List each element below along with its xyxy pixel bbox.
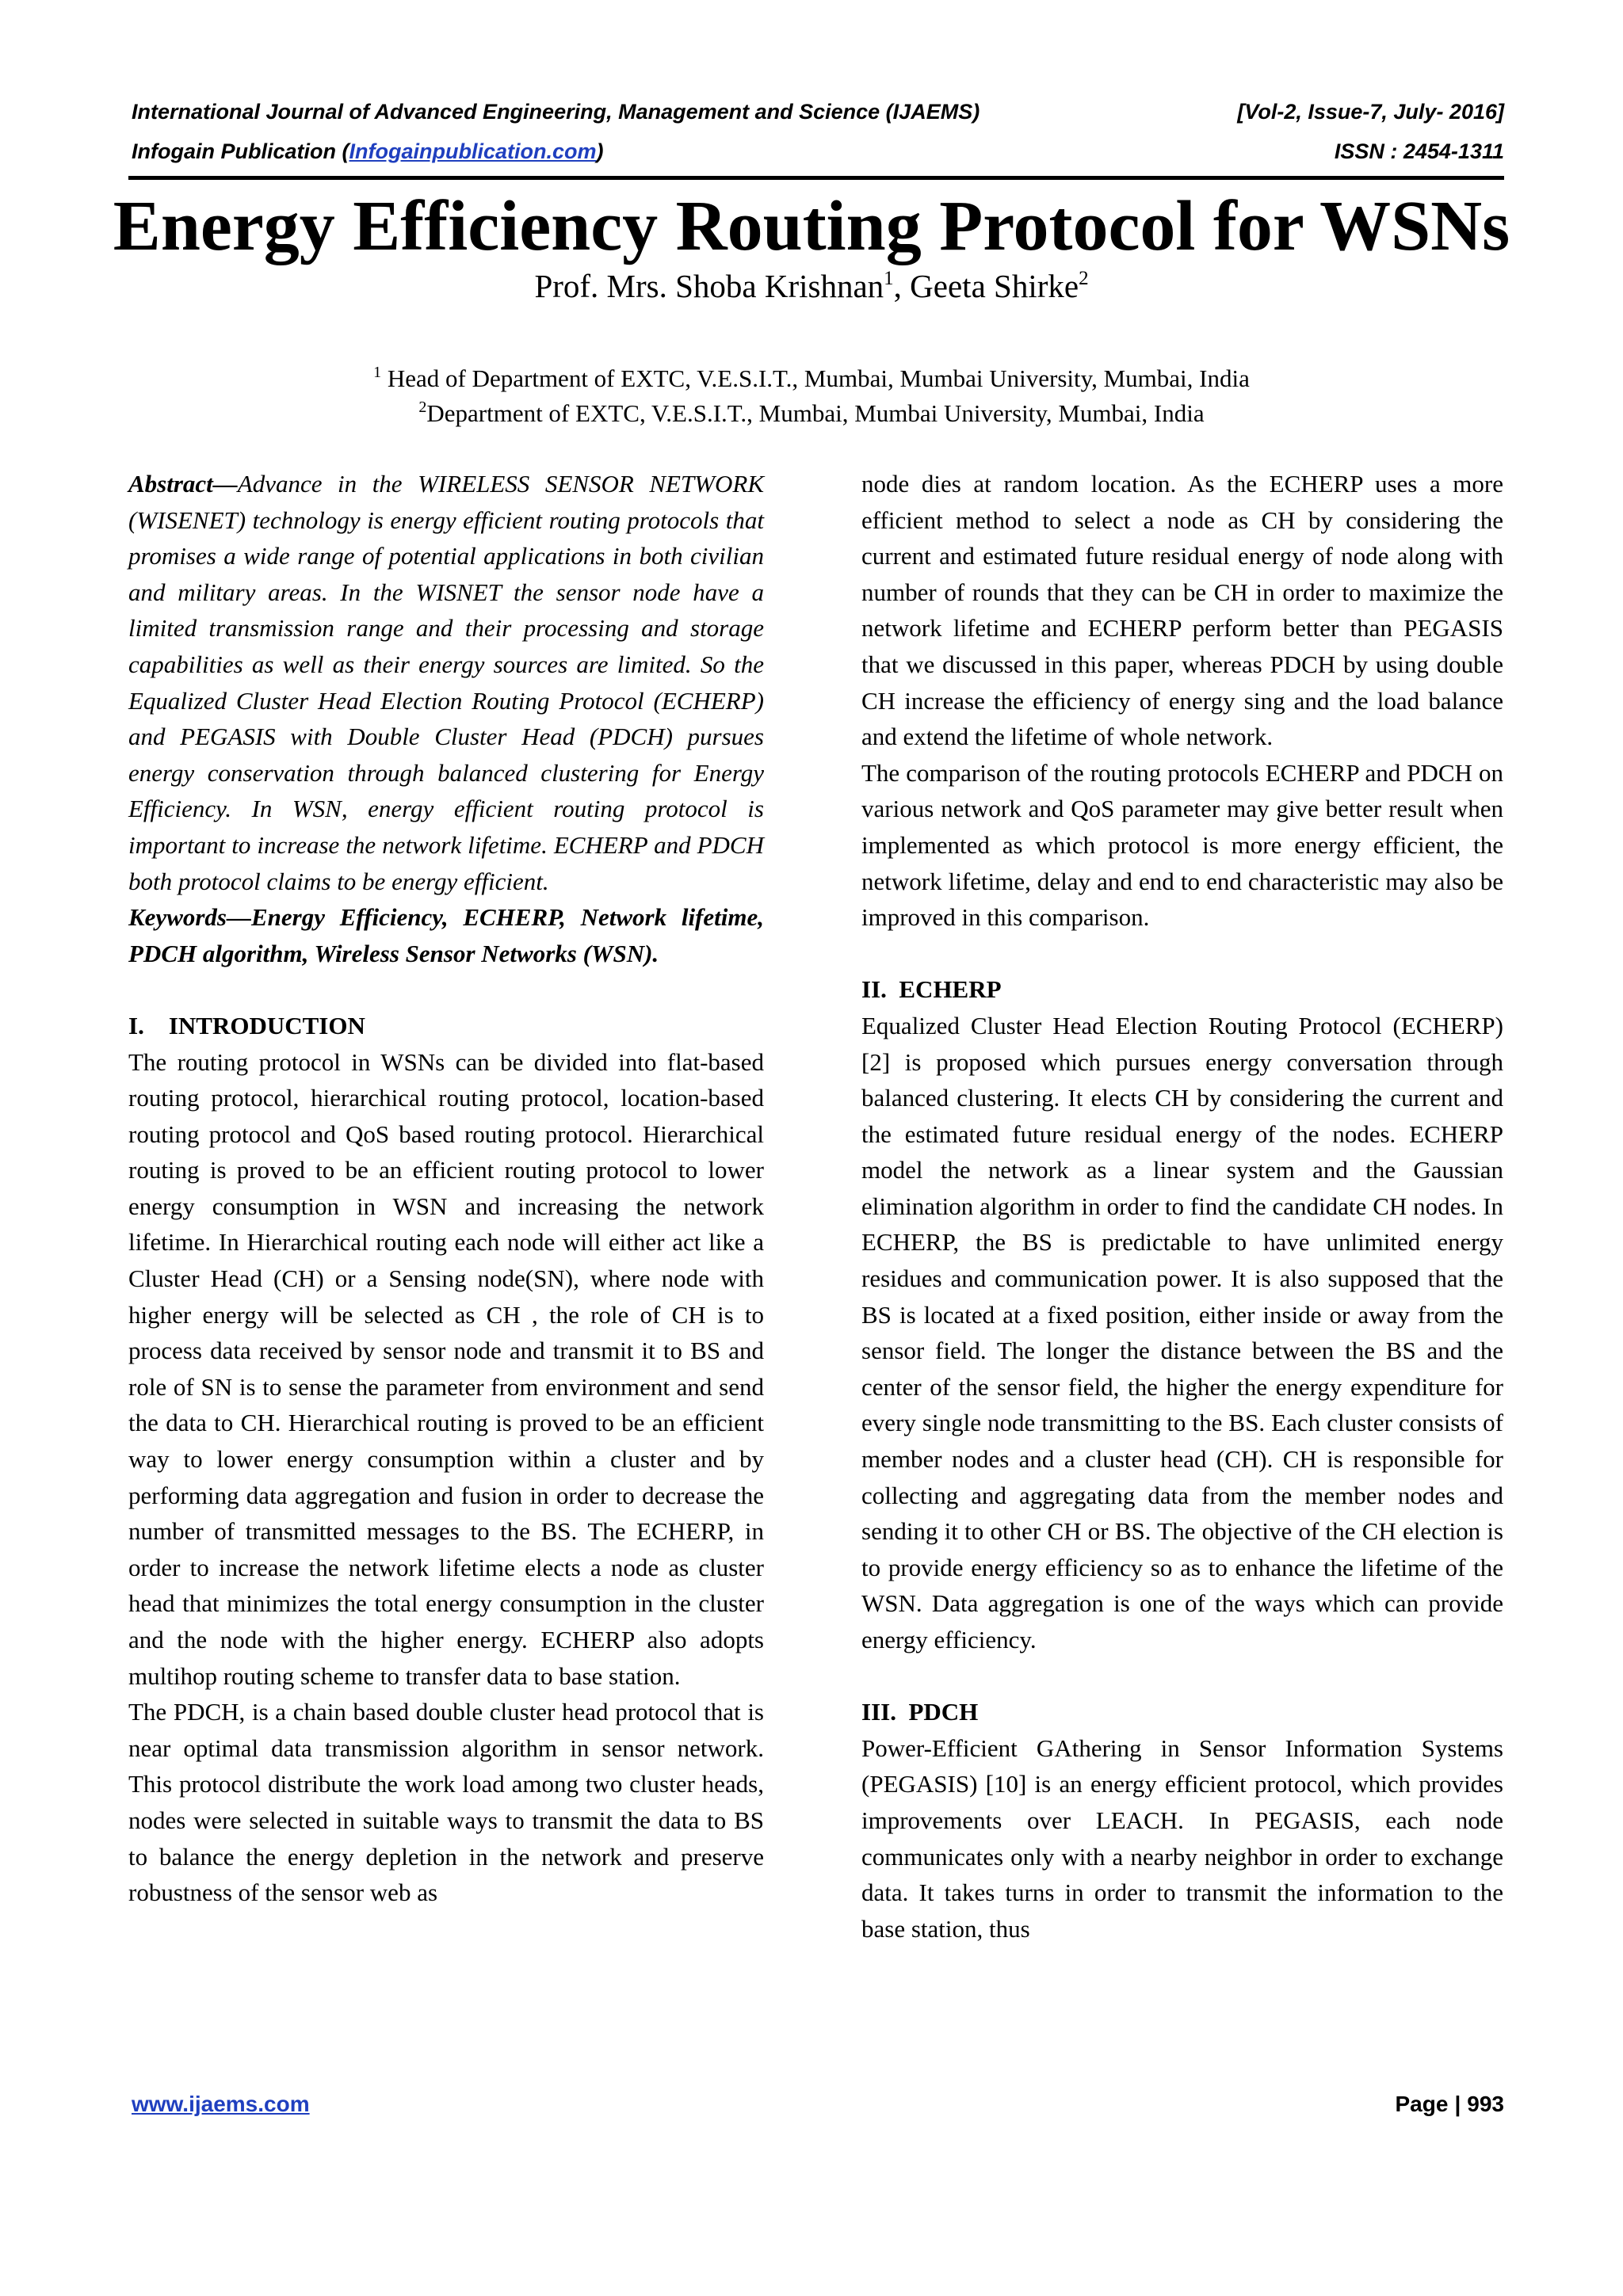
affiliation-1 [0,363,1623,395]
publisher-prefix: Infogain Publication ( [132,139,349,163]
abstract [128,466,764,899]
section-heading-echerp: II. ECHERP [861,975,1002,1004]
keywords: Keywords—Energy Efficiency, ECHERP, Network lifetime, PDCH algorithm, Wireless Sensor Networks (WSN). [128,903,764,967]
page-separator: | [1454,2092,1461,2116]
author-1-sup: 1 [884,268,894,289]
author-1: Prof. Mrs. Shoba Krishnan [534,268,884,304]
author-2-sup: 2 [1079,268,1089,289]
intro-paragraph-2: The PDCH, is a chain based double cluster head protocol that is near optimal data transmission algorithm in sensor network. This protocol distribute the work load among two cluster heads, nodes were selected in suitable ways to transmit the data to BS to balance the energy depletion in the network and preserve robustness of the sensor web as [128,1698,764,1907]
author-line [0,265,1623,307]
spacer [861,1658,1503,1695]
affiliation-1-sup: 1 [373,364,382,381]
right-column [861,466,1503,1947]
author-separator: , [893,268,911,304]
left-column [128,466,764,1911]
echerp-paragraph: Equalized Cluster Head Election Routing Protocol (ECHERP) [2] is proposed which pursues energy conversation through balanced clustering. It elects CH by considering the current and the estimated future residual energy of the nodes. ECHERP model the network as a linear system and the Gaussian elimination algorithm in order to find the candidate CH nodes. In ECHERP, the BS is predictable to have unlimited energy residues and communication power. It is also supposed that the BS is located at a fixed position, either inside or away from the sensor field. The longer the distance between the BS and the center of the sensor field, the higher the energy expenditure for every single node transmitting to the BS. Each cluster consists of member nodes and a cluster head (CH). CH is responsible for collecting and aggregating data from the member nodes and sending it to other CH or BS. The objective of the CH election is to provide energy efficiency so as to enhance the lifetime of the WSN. Data aggregation is one of the ways which can provide energy efficiency. [861,1011,1503,1653]
affiliation-2-sup: 2 [418,399,427,416]
section-heading-introduction: I. INTRODUCTION [128,1011,365,1039]
journal-volume: [Vol-2, Issue-7, July- 2016] [1237,100,1504,124]
section-heading-pdch: III. PDCH [861,1698,979,1726]
page-label: Page [1395,2092,1449,2116]
affiliation-2-text: Department of EXTC, V.E.S.I.T., Mumbai, Mumbai University, Mumbai, India [426,399,1205,427]
footer-website-link[interactable]: www.ijaems.com [132,2092,310,2116]
affiliation-1-text: Head of Department of EXTC, V.E.S.I.T., Mumbai, Mumbai University, Mumbai, India [381,364,1250,392]
publisher-suffix: ) [596,139,604,163]
pdch-paragraph: Power-Efficient GAthering in Sensor Information Systems (PEGASIS) [10] is an energy efficient protocol, which provides improvements over LEACH. In PEGASIS, each node communicates only with a nearby neighbor in order to exchange data. It takes turns in order to transmit the information to the base station, thus [861,1733,1503,1943]
page-footer [132,2092,1504,2126]
spacer [128,971,764,1008]
issn: ISSN : 2454-1311 [1334,139,1504,163]
right-paragraph-1: node dies at random location. As the ECHERP uses a more efficient method to select a node as CH by considering the current and estimated future residual energy of node along with number of rounds that they can be CH in order to maximize the network lifetime and ECHERP perform better than PEGASIS that we discussed in this paper, whereas PDCH by using double CH increase the efficiency of energy sing and the load balance and extend the lifetime of whole network. [861,470,1503,751]
intro-paragraph-1: The routing protocol in WSNs can be divided into flat-based routing protocol, hierarchical routing protocol, location-based routing protocol and QoS based routing protocol. Hierarchical routing is proved to be an efficient routing protocol to lower energy consumption in WSN and increasing the network lifetime. In Hierarchical routing each node will either act like a Cluster Head (CH) or a Sensing node(SN), where node with higher energy will be selected as CH , the role of CH is to process data received by sensor node and transmit it to BS and role of SN is to sense the parameter from environment and send the data to CH. Hierarchical routing is proved to be an efficient way to lower energy consumption within a cluster and by performing data aggregation and fusion in order to decrease the number of transmitted messages to the BS. The ECHERP, in order to increase the network lifetime elects a node as cluster head that minimizes the total energy consumption in the cluster and the node with the higher energy. ECHERP also adopts multihop routing scheme to transfer data to base station. [128,1047,764,1690]
journal-name: International Journal of Advanced Engineering, Management and Science (IJAEMS) [132,100,980,124]
header-rule [128,176,1504,180]
publisher-link[interactable]: Infogainpublication.com [349,139,597,163]
page-number-label [1396,2092,1505,2117]
abstract-label: Abstract— [128,470,238,498]
publisher-line [132,139,603,164]
spacer [861,936,1503,972]
abstract-text: Advance in the WIRELESS SENSOR NETWORK (WISENET) technology is energy efficient routing protocols that promises a wide range of potential applications in both civilian and military areas. In the WISNET the sensor node have a limited transmission range and their processing and storage capabilities as well as their energy sources are limited. So the Equalized Cluster Head Election Routing Protocol (ECHERP) and PEGASIS with Double Cluster Head (PDCH) pursues energy conservation through balanced clustering for Energy Efficiency. In WSN, energy efficient routing protocol is important to increase the network lifetime. ECHERP and PDCH both protocol claims to be energy efficient. [128,470,764,895]
journal-header [132,100,1504,132]
affiliation-2 [0,398,1623,429]
right-paragraph-2: The comparison of the routing protocols ECHERP and PDCH on various network and QoS parameter may give better result when implemented as which protocol is more energy efficient, the network lifetime, delay and end to end characteristic may also be improved in this comparison. [861,758,1503,932]
paper-title: Energy Efficiency Routing Protocol for WSNs [113,187,1510,265]
publisher-header [132,139,1504,171]
author-2: Geeta Shirke [910,268,1079,304]
page-number: 993 [1467,2092,1504,2116]
